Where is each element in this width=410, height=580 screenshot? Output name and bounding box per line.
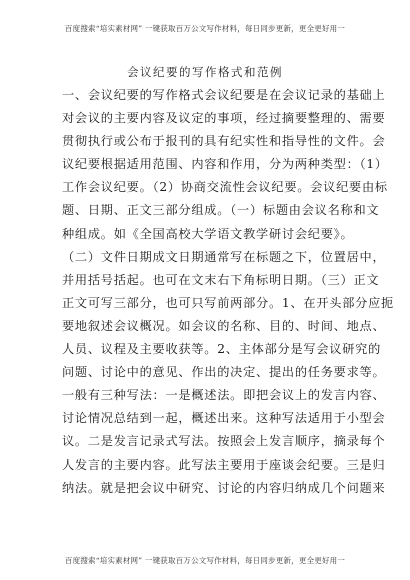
document-title: 会议纪要的写作格式和范例 [127,65,283,79]
body-line: 人员、议程及主要收获等。2、主体部分是写会议研究的 [62,342,382,357]
body-line: 纳法。就是把会议中研究、讨论的内容归纳成几个问题来 [62,480,386,495]
body-line: 一、会议纪要的写作格式会议纪要是在会议记录的基础上 [62,88,386,102]
body-line: 议纪要根据适用范围、内容和作用，分为两种类型：（1） [62,157,388,172]
footer-banner: 百度搜索“培实素材网” 一键获取百万公文写作材料，每日同步更新，更全更好用一 [64,556,346,565]
body-line: 正文可写三部分，也可只写前两部分。1、在开头部分应扼 [62,295,394,310]
body-line: 要地叙述会议概况。如会议的名称、目的、时间、地点、 [62,318,386,333]
document-body [62,84,394,500]
body-line: 种组成。如《全国高校大学语文教学研讨会纪要》。 [62,226,354,241]
body-line: 并用括号括起。也可在文末右下角标明日期。（三）正文 [62,272,380,287]
body-line: 一般有三种写法：一是概述法。即把会议上的发言内容、 [62,388,386,403]
body-line: （二）文件日期成文日期通常写在标题之下，位置居中， [62,249,386,264]
body-line: 人发言的主要内容。此写法主要用于座谈会纪要。三是归 [62,457,386,472]
body-line: 贯彻执行或公布于报刊的具有纪实性和指导性的文件。会 [62,134,386,149]
body-line: 工作会议纪要。（2）协商交流性会议纪要。会议纪要由标 [62,180,388,195]
body-line: 对会议的主要内容及议定的事项，经过摘要整理的、需要 [62,111,386,126]
body-line: 题、日期、正文三部分组成。（一）标题由会议名称和文 [62,203,380,218]
body-line: 议。二是发言记录式写法。按照会上发言顺序，摘录每个 [62,434,386,449]
body-line: 讨论情况总结到一起，概述出来。这种写法适用于小型会 [62,411,386,426]
header-banner: 百度搜索“培实素材网” 一键获取百万公文写作材料，每日同步更新，更全更好用一 [64,24,346,33]
body-line: 问题、讨论中的意见、作出的决定、提出的任务要求等。 [62,365,386,380]
